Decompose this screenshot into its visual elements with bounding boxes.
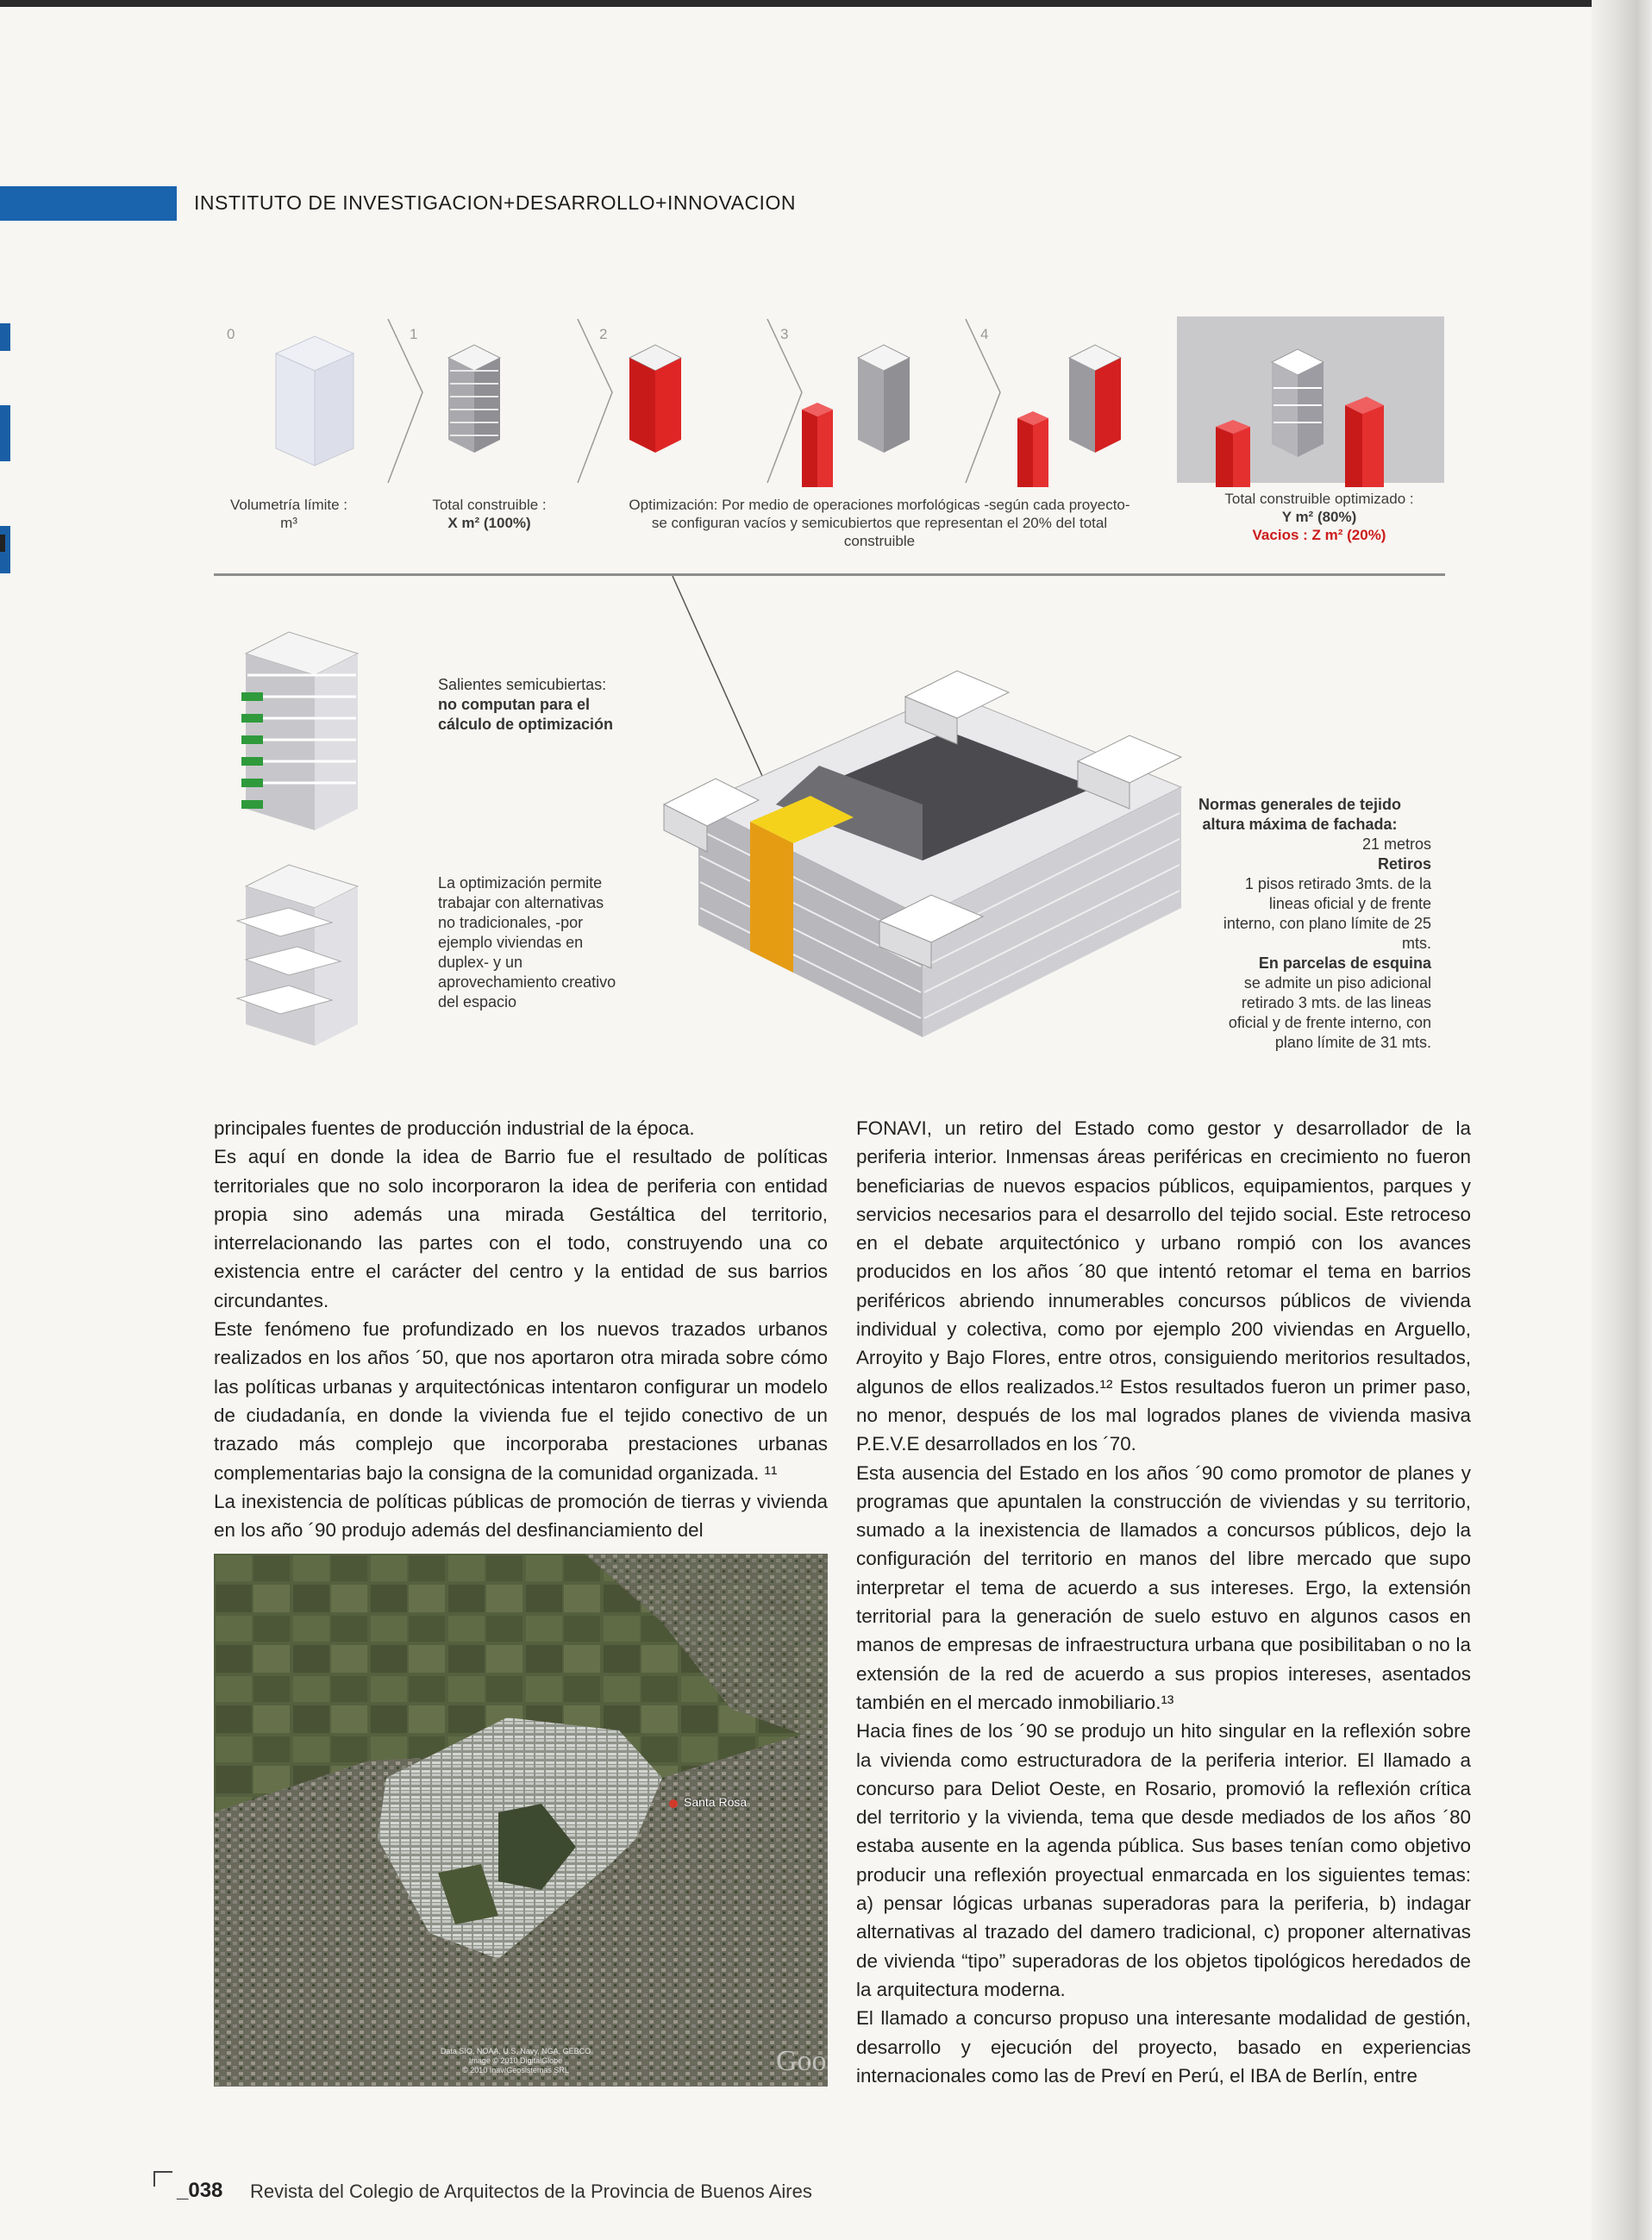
- publication-title: Revista del Colegio de Arquitectos de la Provincia de Buenos Aires: [250, 2181, 812, 2202]
- paragraph: Es aquí en donde la idea de Barrio fue el resultado de políticas territoriales que no solo incorporaron la idea de periferia con entidad propia sino además una mirada Gestáltica del territorio, interrelacionando las partes con el todo, construyendo una co existencia entre el carácter del centro y la entidad de sus barrios circundantes.: [214, 1146, 828, 1311]
- page-gutter-shadow: [1592, 0, 1652, 2240]
- paragraph: Hacia fines de los ´90 se produjo un hito singular en la reflexión sobre la vivienda como estructuradora de la periferia interior. El llamado a concurso para Deliot Oeste, en Rosario, promovió la reflexión crítica del territorio y la vivienda, tema que desde mediados de los años ´80 estaba ausente en la agenda pública. Sus bases tenían como objetivo producir una reflexión proyectual enmarcada en los siguientes temas: a) pensar lógicas urbanas superadoras para la periferia, b) indagar alternativas al trazado del damero tradicional, c) proponer alternativas de vivienda “tipo” superadoras de los objetos tipológicos heredados de la arquitectura moderna.: [856, 1720, 1471, 2000]
- section-header-title: INSTITUTO DE INVESTIGACION+DESARROLLO+INNOVACION: [194, 191, 796, 214]
- optimization-void-block: [629, 345, 681, 453]
- paragraph: principales fuentes de producción industrial de la época.: [214, 1117, 695, 1139]
- zoning-norms-label: Normas generales de tejido altura máxima de fachada: 21 metros Retiros 1 pisos retirado 3mts. de la lineas oficial y de frente interno, con plano límite de 25 mts. En parcelas de esquina se admite un piso adicional retirado 3 mts. de las lineas oficial y de frente interno, con plano límite de 31 mts.: [1198, 796, 1431, 1051]
- optimization-note-label: La optimización permite trabajar con alternativas no tradicionales, -por ejemplo viviendas en duplex- y un aprovechamiento creativo del espacio: [438, 874, 616, 1011]
- separated-void-blocks: [802, 345, 910, 487]
- step-number-1: 1: [410, 326, 418, 342]
- caption-total-buildable: Total construible : X m² (100%): [432, 497, 547, 531]
- step-divider-3: [767, 319, 802, 483]
- tower-duplex-model: [237, 865, 358, 1046]
- paragraph: Esta ausencia del Estado en los años ´90 como promotor de planes y programas que apuntalen la construcción de viviendas y su territorio, sumado a la inexistencia de llamados a concursos públicos, dejo la configuración del territorio en manos del libre mercado que supo interpretar el tema de acuerdo a sus intereses. Ergo, la extensión territorial para la generación de suelo estuvo en algunos casos en manos de empresas de infraestructura urbana que posibilitaban o no la extensión de la red de acuerdo a sus propios intereses, asentados también en el mercado inmobiliario.¹³: [856, 1461, 1471, 1713]
- caption-optimized-total: Total construible optimizado : Y m² (80%) Vacios : Z m² (20%): [1224, 491, 1414, 543]
- step-number-4: 4: [980, 326, 989, 342]
- paragraph: El llamado a concurso propuso una interesante modalidad de gestión, desarrollo y ejecución del proyecto, basado en experiencias internacionales como las de Preví en Perú, el IBA de Berlín, entre: [856, 2007, 1471, 2087]
- perimeter-block-model: [664, 671, 1181, 1037]
- step-number-3: 3: [780, 326, 789, 342]
- body-right-column: [856, 1114, 1471, 2090]
- header-accent-bar: [0, 186, 177, 221]
- aerial-satellite-photo: [214, 1554, 828, 2087]
- place-label: Santa Rosa: [684, 1795, 748, 1809]
- map-credit: Data SIO, NOAA, U.S. Navy, NGA, GEBCO Image © 2010 DigitalGlobe © 2010 Inav/Geosistemas SRL: [440, 2047, 591, 2074]
- step-divider-1: [388, 319, 422, 483]
- step-divider-2: [578, 319, 612, 483]
- final-optimized-blocks: [1216, 349, 1384, 487]
- footer-corner-mark: [153, 2171, 172, 2187]
- page-number: _038: [177, 2179, 223, 2202]
- paragraph: La inexistencia de políticas públicas de promoción de tierras y vivienda en los año ´90 produjo además del desfinanciamiento del: [214, 1490, 828, 1542]
- map-watermark: Goo: [776, 2045, 827, 2077]
- body-left-column: [214, 1114, 828, 1544]
- step-number-0: 0: [227, 326, 235, 342]
- paragraph: Este fenómeno fue profundizado en los nuevos trazados urbanos realizados en los años ´50, que nos aportaron otra mirada sobre cómo las políticas urbanas y arquitectónicas intentaron configurar un modelo de ciudadanía, en donde la vivienda fue el tejido conectivo de un trazado más complejo que incorporaba prestaciones urbanas complementarias bajo la consigna de la comunidad organizada. ¹¹: [214, 1318, 828, 1484]
- volume-limit-cube: [276, 336, 354, 466]
- step-divider-4: [966, 319, 1000, 483]
- page-top-edge: [0, 0, 1652, 7]
- tower-balconies-model: [241, 632, 358, 830]
- volumetry-diagram-strip: [216, 315, 1449, 487]
- built-volume-block: [448, 345, 500, 453]
- salientes-label: Salientes semicubiertas: no computan para el cálculo de optimización: [438, 676, 614, 733]
- optimized-volume-blocks: [1017, 345, 1121, 487]
- caption-volume-limit: Volumetría límite : m³: [229, 497, 348, 531]
- caption-optimization: Optimización: Por medio de operaciones morfológicas -según cada proyecto- se configuran vacíos y semicubiertos que representan el 20% del total construible: [629, 497, 1130, 549]
- step-number-2: 2: [599, 326, 608, 342]
- paragraph: FONAVI, un retiro del Estado como gestor y desarrollador de la periferia interior. Inmensas áreas periféricas en crecimiento no fueron beneficiarias de nuevos espacios públicos, equipamientos, parques y servicios necesarios para el desarrollo del tejido social. Este retroceso en el debate arquitectónico y urbano rompió con los avances producidos en los años ´80 que intentó retomar el tema en barrios periféricos abriendo innumerables concursos públicos de vivienda individual y colectiva, como por ejemplo 200 viviendas en Arguello, Arroyito y Bajo Flores, entre otros, consiguiendo meritorios resultados, algunos de ellos realizados.¹² Estos resultados fueron un primer paso, no menor, después de los mal logrados planes de vivienda masiva P.E.V.E desarrollados en los ´70.: [856, 1117, 1471, 1455]
